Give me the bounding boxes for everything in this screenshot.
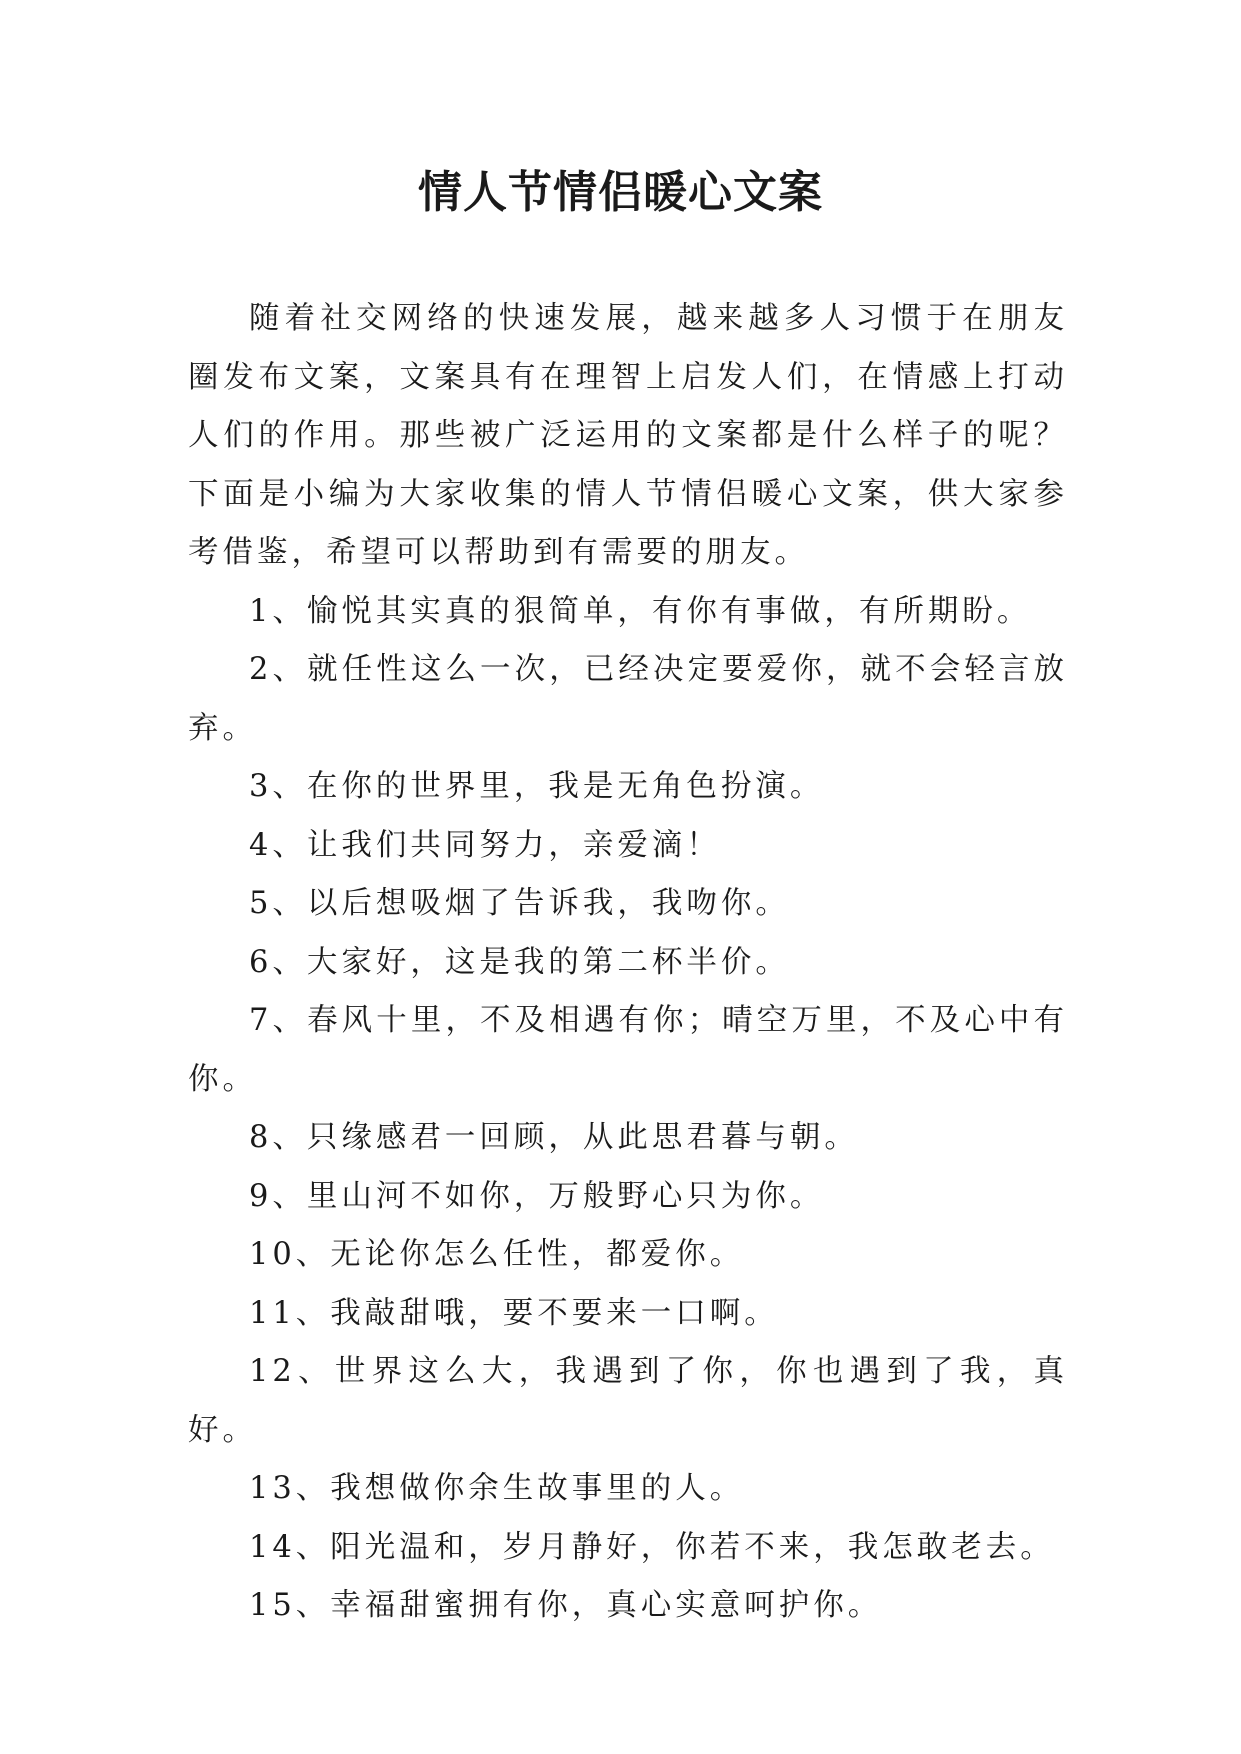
list-item: 6、大家好，这是我的第二杯半价。 (249, 944, 790, 980)
list-item: 13、我想做你余生故事里的人。 (249, 1471, 745, 1506)
list-item: 11、我敲甜哦，要不要来一口啊。 (249, 1295, 779, 1331)
list-item: 7、春风十里，不及相遇有你；晴空万里，不及心中有你。 (188, 1003, 1068, 1097)
list-item: 4、让我们共同努力，亲爱滴！ (249, 827, 721, 863)
list-item: 10、无论你怎么任性，都爱你。 (249, 1237, 745, 1272)
list-item: 1、愉悦其实真的狠简单，有你有事做，有所期盼。 (249, 593, 1032, 629)
list-item: 8、只缘感君一回顾，从此思君暮与朝。 (249, 1120, 859, 1155)
list-item: 12、世界这么大，我遇到了你，你也遇到了我，真好。 (188, 1354, 1068, 1448)
document-title: 情人节情侣暖心文案 (418, 167, 823, 218)
list-item: 14、阳光温和，岁月静好，你若不来，我怎敢老去。 (249, 1529, 1055, 1565)
list-item: 15、幸福甜蜜拥有你，真心实意呵护你。 (249, 1588, 883, 1623)
intro-paragraph: 随着社交网络的快速发展，越来越多人习惯于在朋友圈发布文案，文案具有在理智上启发人们，在情感上打动人们的作用。那些被广泛运用的文案都是什么样子的呢？下面是小编为大家收集的情人节情侣暖心文案，供大家参考借鉴，希望可以帮助到有需要的朋友。 (188, 301, 1068, 570)
list-item: 9、里山河不如你，万般野心只为你。 (249, 1178, 825, 1214)
list-item: 3、在你的世界里，我是无角色扮演。 (249, 769, 825, 804)
list-item: 5、以后想吸烟了告诉我，我吻你。 (249, 886, 790, 921)
list-item: 2、就任性这么一次，已经决定要爱你，就不会轻言放弃。 (188, 652, 1068, 746)
document-body (188, 290, 1068, 1636)
